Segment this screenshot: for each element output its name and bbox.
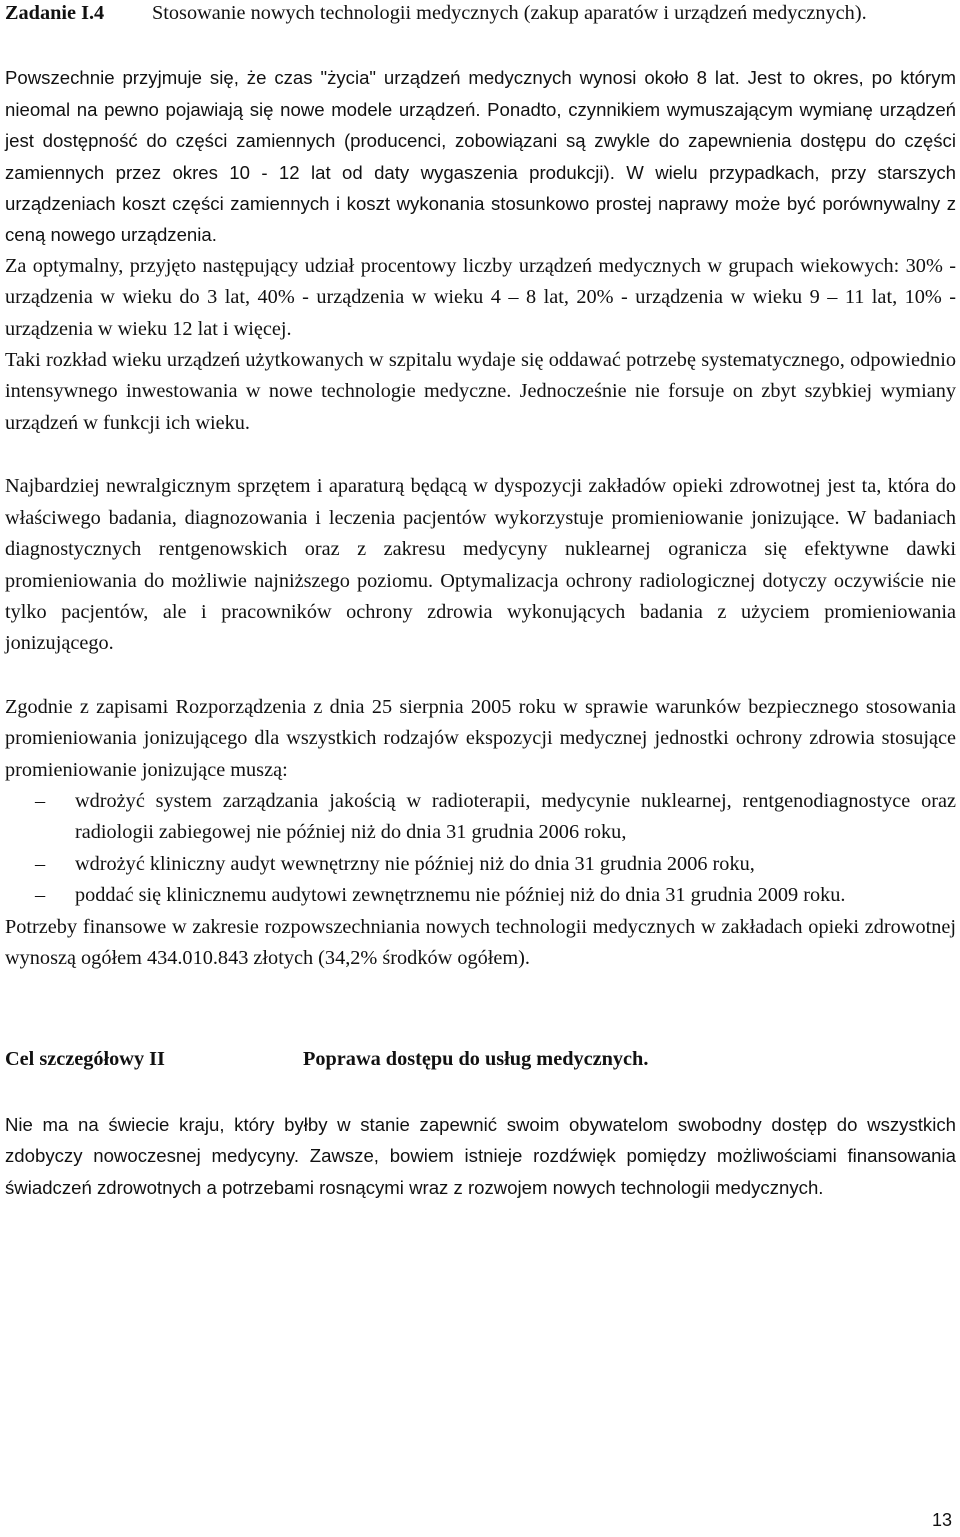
paragraph-regulation-intro: Zgodnie z zapisami Rozporządzenia z dnia 25 sierpnia 2005 roku w sprawie warunków bezpiecznego stosowania promieniowania jonizującego dla wszystkich rodzajów ekspozycji medycznej jednostki ochrony zdrowia stosujące promieniowanie jonizujące muszą: <box>5 695 956 781</box>
dash-bullet: – <box>35 789 46 812</box>
spacer <box>5 1076 956 1109</box>
paragraph-radiation: Najbardziej newralgicznym sprzętem i aparaturą będącą w dyspozycji zakładów opieki zdrowotnej jest ta, która do właściwego badania, diagnozowania i leczenia pacjentów wykorzystuje promieniowanie jonizujące. W badaniach diagnostycznych rentgenowskich oraz z zakresu medycyny nuklearnej ogranicza się efektywne dawki promieniowania do możliwie najniższego poziomu. Optymalizacja ochrony radiologicznej dotyczy oczywiście nie tylko pacjentów, ale i pracowników ochrony zdrowia wykonujących badania z użyciem promieniowania jonizującego. <box>5 475 956 655</box>
dash-bullet: – <box>35 852 46 875</box>
goal-title: Poprawa dostępu do usług medycznych. <box>303 1048 649 1071</box>
task-label: Zadanie I.4 <box>5 2 105 24</box>
document-page <box>5 0 956 1203</box>
spacer <box>5 660 956 692</box>
list-item-text: wdrożyć kliniczny audyt wewnętrzny nie później niż do dnia 31 grudnia 2006 roku, <box>75 852 755 875</box>
spacer <box>5 439 956 471</box>
dash-bullet: – <box>35 884 46 907</box>
regulation-list <box>5 786 956 912</box>
list-item <box>5 849 956 880</box>
spacer <box>5 29 956 62</box>
task-title: Stosowanie nowych technologii medycznych (zakup aparatów i urządzeń medycznych). <box>152 2 867 24</box>
goal-label: Cel szczegółowy II <box>5 1048 165 1071</box>
paragraph-goal: Nie ma na świecie kraju, który byłby w stanie zapewnić swoim obywatelom swobodny dostęp do wszystkich zdobyczy nowoczesnej medycyny. Zawsze, bowiem istnieje rozdźwięk pomiędzy możliwościami finansowania świadczeń zdrowotnych a potrzebami rosnącymi wraz z rozwojem nowych technologii medycznych. <box>5 1113 956 1198</box>
paragraph-age-distribution: Za optymalny, przyjęto następujący udział procentowy liczby urządzeń medycznych w grupach wiekowych: 30% - urządzenia w wieku do 3 lat, 40% - urządzenia w wieku 4 – 8 lat, 20% - urządzenia w wieku 9 – 11 lat, 10% - urządzenia w wieku 12 lat i więcej. <box>5 254 956 340</box>
paragraph-device-lifetime: Powszechnie przyjmuje się, że czas "życia" urządzeń medycznych wynosi około 8 lat. Jest to okres, po którym nieomal na pewno pojawiają się nowe modele urządzeń. Ponadto, czynnikiem wymuszającym wymianę urządzeń jest dostępność do części zamiennych (producenci, zobowiązani są zwykle do zapewnienia dostępu do części zamiennych przez okres 10 - 12 lat od daty wygaszenia produkcji). W wielu przypadkach, przy starszych urządzeniach koszt części zamiennych i koszt wykonania stosunkowo prostej naprawy może być porównywalny z ceną nowego urządzenia. <box>5 67 956 246</box>
list-item <box>5 786 956 849</box>
paragraph-financing: Potrzeby finansowe w zakresie rozpowszechniania nowych technologii medycznych w zakładach opieki zdrowotnej wynoszą ogółem 434.010.843 złotych (34,2% środków ogółem). <box>5 915 956 969</box>
list-item-text: wdrożyć system zarządzania jakością w radioterapii, medycynie nuklearnej, rentgenodiagnostyce oraz radiologii zabiegowej nie później niż do dnia 31 grudnia 2006 roku, <box>75 789 956 844</box>
list-item-text: poddać się klinicznemu audytowi zewnętrznemu nie później niż do dnia 31 grudnia 2009 roku. <box>75 884 846 907</box>
page-number: 13 <box>931 1510 952 1530</box>
goal-heading <box>5 1044 956 1075</box>
paragraph-age-rationale: Taki rozkład wieku urządzeń użytkowanych w szpitalu wydaje się oddawać potrzebę systematycznego, odpowiednio intensywnego inwestowania w nowe technologie medyczne. Jednocześnie nie forsuje on zbyt szybkiej wymiany urządzeń w funkcji ich wieku. <box>5 349 956 434</box>
task-heading <box>5 0 956 29</box>
list-item <box>5 880 956 911</box>
